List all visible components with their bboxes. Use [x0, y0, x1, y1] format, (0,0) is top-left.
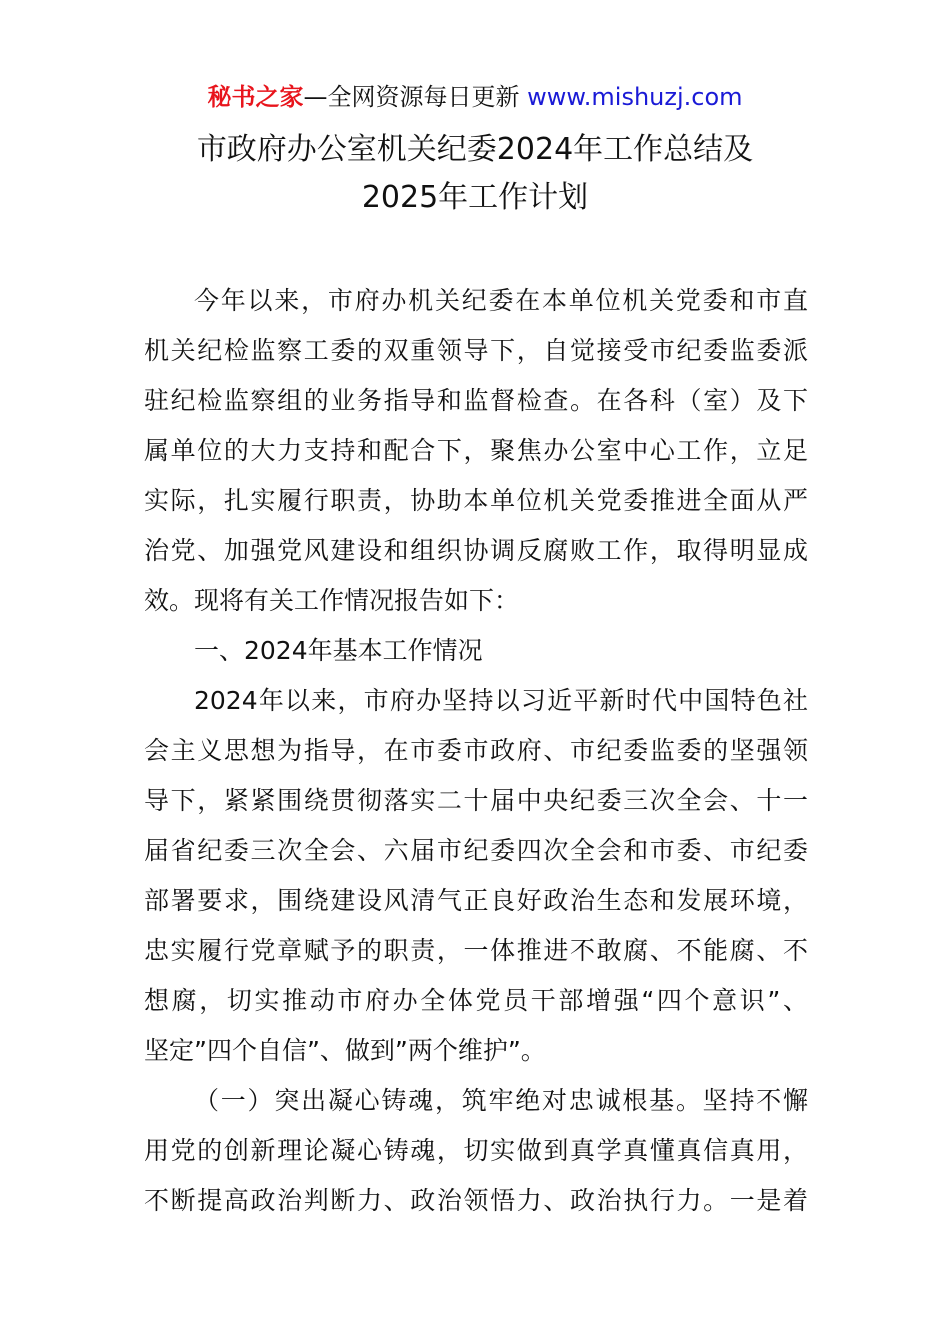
- body-line: 驻纪检监察组的业务指导和监督检查。在各科（室）及下: [144, 386, 808, 415]
- body-line: 会主义思想为指导，在市委市政府、市纪委监委的坚强领: [144, 736, 808, 765]
- body-line: 效。现将有关工作情况报告如下：: [144, 586, 520, 615]
- body-line: 属单位的大力支持和配合下，聚焦办公室中心工作，立足: [144, 436, 808, 465]
- body-line: 机关纪检监察工委的双重领导下，自觉接受市纪委监委派: [144, 336, 808, 365]
- body-line: 想腐，切实推动市府办全体党员干部增强“四个意识”、: [144, 986, 808, 1015]
- body-line: 部署要求，围绕建设风清气正良好政治生态和发展环境，: [144, 886, 808, 915]
- body-line: 实际，扎实履行职责，协助本单位机关党委推进全面从严: [144, 486, 808, 515]
- body-line: 届省纪委三次全会、六届市纪委四次全会和市委、市纪委: [144, 836, 808, 865]
- document-body: [144, 276, 808, 1226]
- body-line: 治党、加强党风建设和组织协调反腐败工作，取得明显成: [144, 536, 808, 565]
- body-line: 导下，紧紧围绕贯彻落实二十届中央纪委三次全会、十一: [144, 786, 808, 815]
- body-line: 坚定”四个自信”、做到”两个维护”。: [144, 1036, 546, 1065]
- site-url-link[interactable]: www.mishuzj.com: [527, 83, 743, 111]
- document-title-line-1: 市政府办公室机关纪委2024年工作总结及: [196, 132, 754, 167]
- body-line: 用党的创新理论凝心铸魂，切实做到真学真懂真信真用，: [144, 1136, 808, 1165]
- site-slogan: —全网资源每日更新: [303, 83, 528, 111]
- document-title-line-2: 2025年工作计划: [361, 180, 589, 215]
- body-line: （一）突出凝心铸魂，筑牢绝对忠诚根基。坚持不懈: [194, 1086, 808, 1115]
- section-heading: 一、2024年基本工作情况: [194, 636, 483, 665]
- body-line: 忠实履行党章赋予的职责，一体推进不敢腐、不能腐、不: [144, 936, 808, 965]
- site-brand: 秘书之家: [207, 83, 304, 111]
- body-line: 2024年以来，市府办坚持以习近平新时代中国特色社: [194, 686, 808, 715]
- site-header: [0, 80, 950, 114]
- body-line: 不断提高政治判断力、政治领悟力、政治执行力。一是着: [144, 1186, 808, 1215]
- body-line: 今年以来，市府办机关纪委在本单位机关党委和市直: [194, 286, 808, 315]
